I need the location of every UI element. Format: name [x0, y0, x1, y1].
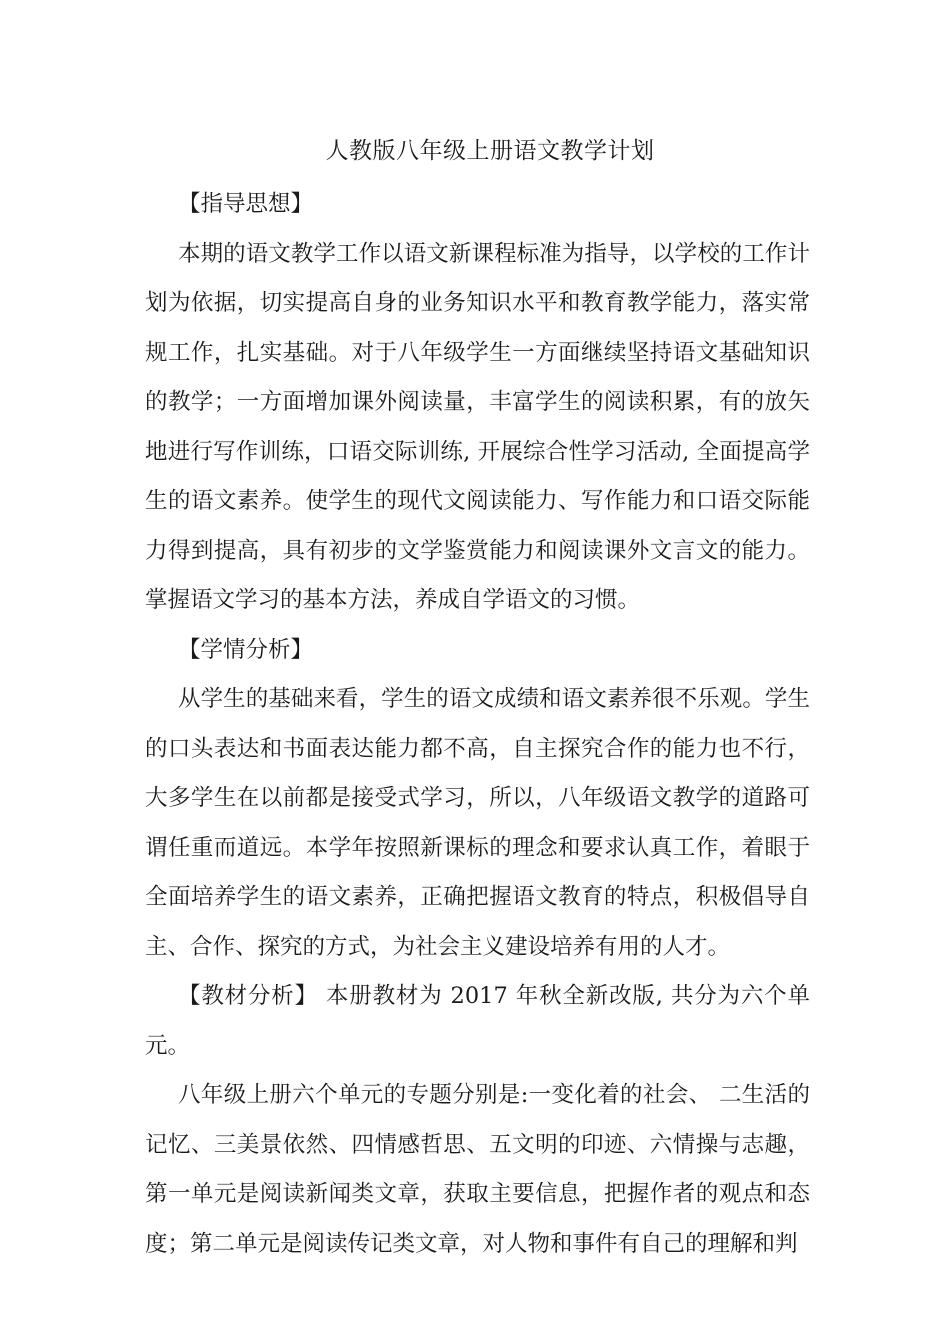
paragraph-textbook-analysis: 【教材分析】 本册教材为 2017 年秋全新改版, 共分为六个单元。 [145, 983, 810, 1059]
paragraph-guiding-ideology: 本期的语文教学工作以语文新课程标准为指导，以学校的工作计划为依据，切实提高自身的业务知识水平和教育教学能力，落实常规工作，扎实基础。对于八年级学生一方面继续坚持语文基础知识的教学；一方面增加课外阅读量，丰富学生的阅读积累，有的放矢地进行写作训练，口语交际训练, 开展综合性学习活动, 全面提高学生的语文素养。使学生的现代文阅读能力、写作能力和口语交际能力得到提高，具有初步的文学鉴赏能力和阅读课外文言文的能力。掌握语文学习的基本方法，养成自学语文的习惯。 [145, 240, 810, 613]
section-heading-guiding-ideology: 【指导思想】 [178, 191, 314, 217]
document-title: 人教版八年级上册语文教学计划 [325, 138, 655, 164]
section-heading-student-analysis: 【学情分析】 [178, 636, 314, 663]
paragraph-student-analysis: 从学生的基础来看，学生的语文成绩和语文素养很不乐观。学生的口头表达和书面表达能力都不高，自主探究合作的能力也不行，大多学生在以前都是接受式学习，所以，八年级语文教学的道路可谓任重而道远。本学年按照新课标的理念和要求认真工作，着眼于全面培养学生的语文素养，正确把握语文教育的特点，积极倡导自主、合作、探究的方式，为社会主义建设培养有用的人才。 [145, 686, 810, 960]
document-body [145, 180, 810, 1269]
paragraph-unit-topics: 八年级上册六个单元的专题分别是:一变化着的社会、 二生活的记忆、三美景依然、四情感哲思、五文明的印迹、六情操与志趣，第一单元是阅读新闻类文章，获取主要信息，把握作者的观点和态度；第二单元是阅读传记类文章，对人物和事件有自己的理解和判 [145, 1082, 810, 1257]
